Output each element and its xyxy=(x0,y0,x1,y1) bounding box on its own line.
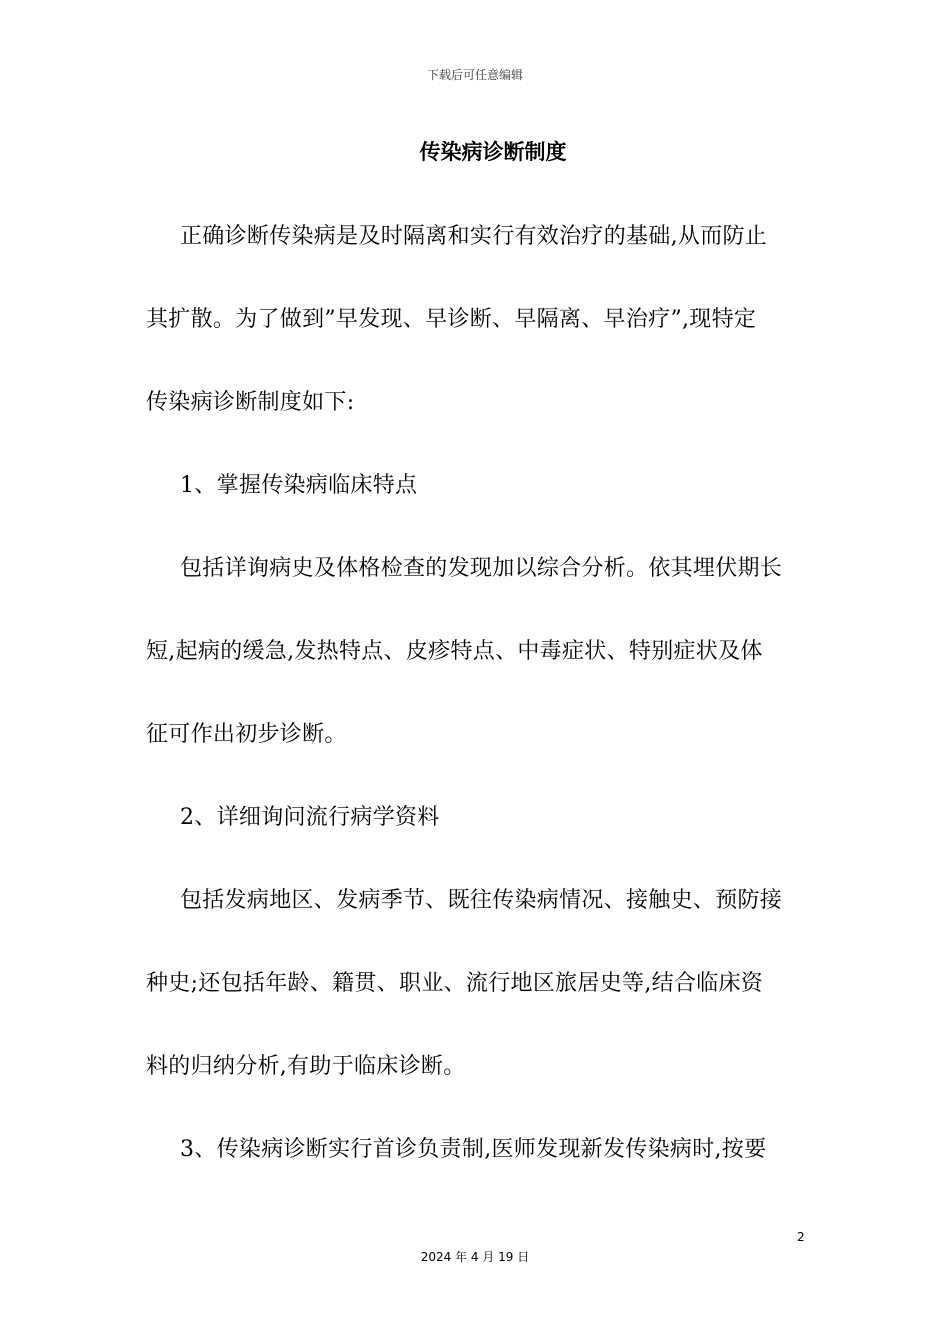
paragraph-line: 包括详询病史及体格检查的发现加以综合分析。依其埋伏期长 xyxy=(180,556,783,581)
paragraph-line: 其扩散。为了做到”早发现、早诊断、早隔离、早治疗”,现特定 xyxy=(146,307,757,332)
document-title: 传染病诊断制度 xyxy=(419,140,567,164)
section-heading: 1、掌握传染病临床特点 xyxy=(180,473,418,498)
page-number: 2 xyxy=(797,1230,805,1244)
section-heading: 2、详细询问流行病学资料 xyxy=(180,805,440,830)
paragraph-line: 征可作出初步诊断。 xyxy=(146,722,347,747)
paragraph-line: 包括发病地区、发病季节、既往传染病情况、接触史、预防接 xyxy=(180,888,783,913)
paragraph-line: 料的归纳分析,有助于临床诊断。 xyxy=(146,1054,466,1079)
paragraph-line: 短,起病的缓急,发热特点、皮疹特点、中毒症状、特别症状及体 xyxy=(146,639,763,664)
header-note: 下载后可任意编辑 xyxy=(426,68,523,82)
footer-date: 2024 年 4 月 19 日 xyxy=(420,1250,530,1264)
paragraph-line: 传染病诊断制度如下: xyxy=(146,390,355,415)
paragraph-line: 正确诊断传染病是及时隔离和实行有效治疗的基础,从而防止 xyxy=(180,224,768,249)
paragraph-line: 3、传染病诊断实行首诊负责制,医师发现新发传染病时,按要 xyxy=(180,1137,767,1162)
paragraph-line: 种史;还包括年龄、籍贯、职业、流行地区旅居史等,结合临床资 xyxy=(146,971,764,996)
